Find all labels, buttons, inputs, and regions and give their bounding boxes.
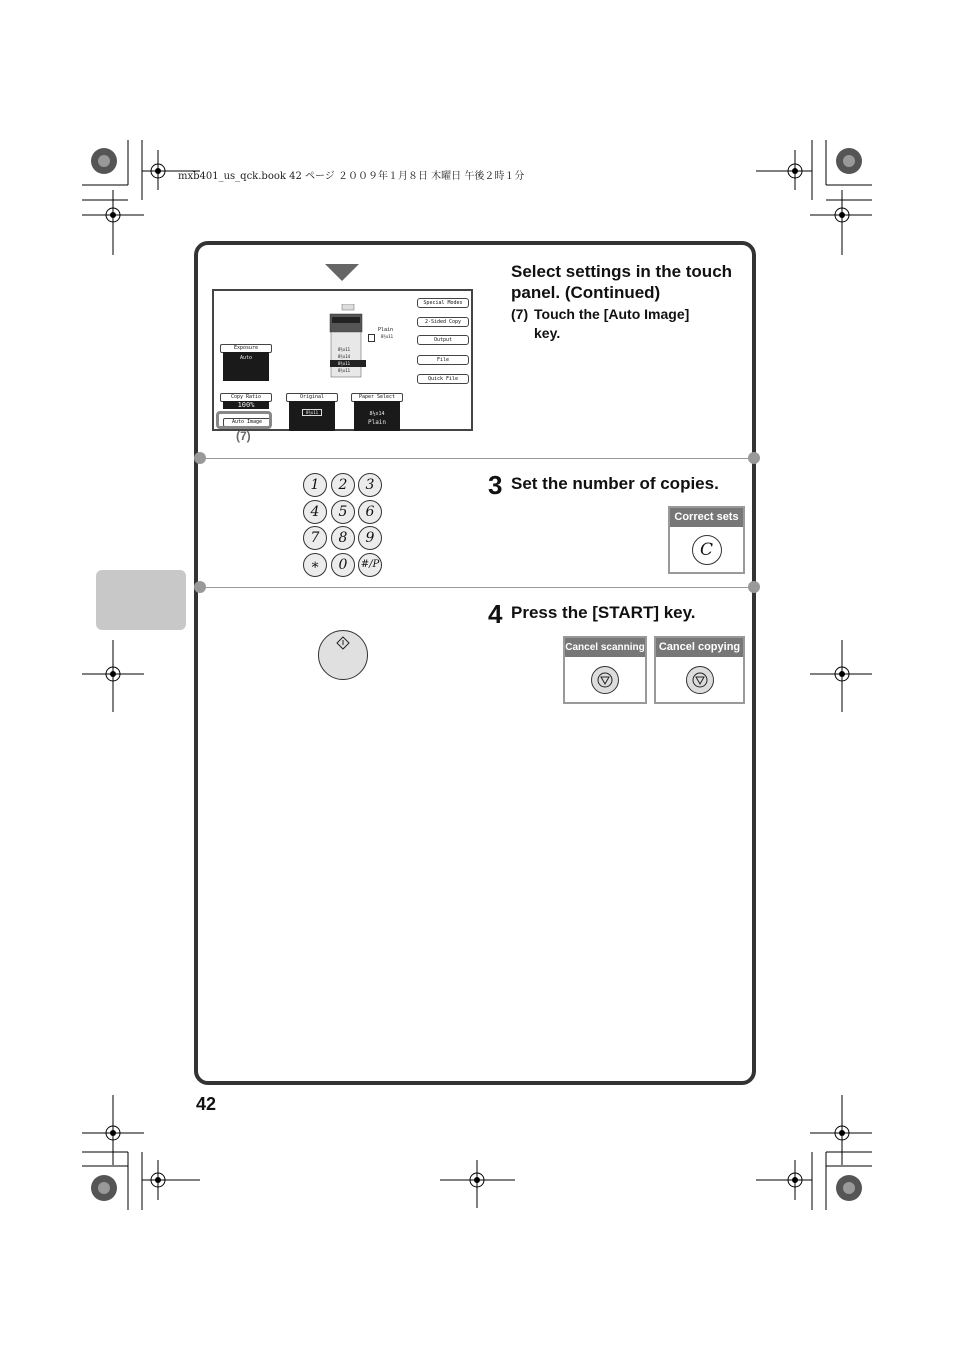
correct-sets-title: Correct sets xyxy=(670,508,743,527)
step-4-title: Press the [START] key. xyxy=(511,603,696,622)
key-6[interactable]: 6 xyxy=(358,500,382,524)
key-1[interactable]: 1 xyxy=(303,473,327,497)
start-diamond-icon xyxy=(319,631,369,681)
tray-3: 8½x11 xyxy=(330,360,366,367)
divider-dot xyxy=(194,581,206,593)
key-5[interactable]: 5 xyxy=(331,500,355,524)
key-7[interactable]: 7 xyxy=(303,526,327,550)
callout-7: (7) xyxy=(236,429,251,443)
tray-2: 8½x14 xyxy=(338,354,351,359)
page-number: 42 xyxy=(196,1094,217,1114)
file-button[interactable]: File xyxy=(417,355,469,365)
touch-panel xyxy=(212,289,473,431)
numeric-keypad xyxy=(303,473,393,583)
bypass-tray-icon xyxy=(368,334,375,342)
tray-4: 8½x11 xyxy=(338,368,351,373)
clear-key[interactable]: C xyxy=(692,535,722,565)
paper-select-label[interactable]: Paper Select xyxy=(351,393,403,402)
stop-octagon-icon xyxy=(687,667,713,693)
cancel-copying-box xyxy=(654,636,745,704)
step-title: Select settings in the touch panel. (Continued) xyxy=(511,262,733,302)
key-2[interactable]: 2 xyxy=(331,473,355,497)
auto-image-highlight xyxy=(216,411,272,429)
two-sided-copy-button[interactable]: 2-Sided Copy xyxy=(417,317,469,327)
down-arrow-icon xyxy=(325,264,359,281)
paper-size: 8½x14 xyxy=(369,411,385,417)
chapter-tab xyxy=(96,570,186,630)
auto-image-key[interactable]: Auto Image xyxy=(223,418,271,427)
original-value-box xyxy=(289,401,335,431)
key-0[interactable]: 0 xyxy=(331,553,355,577)
substep-num: (7) xyxy=(511,306,529,322)
step-3-title: Set the number of copies. xyxy=(511,474,719,493)
key-4[interactable]: 4 xyxy=(303,500,327,524)
divider-dot xyxy=(748,452,760,464)
bypass-size: 8½x11 xyxy=(381,334,394,339)
key-asterisk[interactable]: ∗ xyxy=(303,553,327,577)
paper-type: Plain xyxy=(367,419,387,426)
stop-octagon-icon xyxy=(592,667,618,693)
correct-sets-box xyxy=(668,506,745,574)
original-value: 8½x11 xyxy=(302,409,322,416)
quick-file-button[interactable]: Quick File xyxy=(417,374,469,384)
divider-dot xyxy=(194,452,206,464)
substep-text: Touch the [Auto Image] key. xyxy=(534,306,690,341)
cancel-scanning-box xyxy=(563,636,647,704)
print-header: mxb401_us_qck.book 42 ページ ２００９年１月８日 木曜日 午後２時１分 xyxy=(178,171,525,182)
original-label[interactable]: Original xyxy=(286,393,338,402)
key-3[interactable]: 3 xyxy=(358,473,382,497)
key-9[interactable]: 9 xyxy=(358,526,382,550)
start-key[interactable] xyxy=(318,630,368,680)
paper-select-box xyxy=(354,401,400,431)
exposure-label[interactable]: Exposure xyxy=(220,344,272,353)
step-4-number: 4 xyxy=(488,599,502,629)
cancel-copying-title: Cancel copying xyxy=(656,638,743,657)
bypass-label: Plain xyxy=(378,327,394,333)
output-button[interactable]: Output xyxy=(417,335,469,345)
divider-1 xyxy=(198,458,752,459)
divider-dot xyxy=(748,581,760,593)
cancel-scanning-title: Cancel scanning xyxy=(565,638,645,657)
special-modes-button[interactable]: Special Modes xyxy=(417,298,469,308)
stop-key-scan[interactable] xyxy=(591,666,619,694)
copy-ratio-value: 100% xyxy=(223,401,269,409)
copy-ratio-label[interactable]: Copy Ratio xyxy=(220,393,272,402)
tray-1: 8½x11 xyxy=(338,347,351,352)
key-8[interactable]: 8 xyxy=(331,526,355,550)
key-hash-p[interactable]: #/P xyxy=(358,553,382,577)
exposure-value: Auto xyxy=(223,352,269,381)
step-3-number: 3 xyxy=(488,470,502,500)
divider-2 xyxy=(198,587,752,588)
stop-key-copy[interactable] xyxy=(686,666,714,694)
